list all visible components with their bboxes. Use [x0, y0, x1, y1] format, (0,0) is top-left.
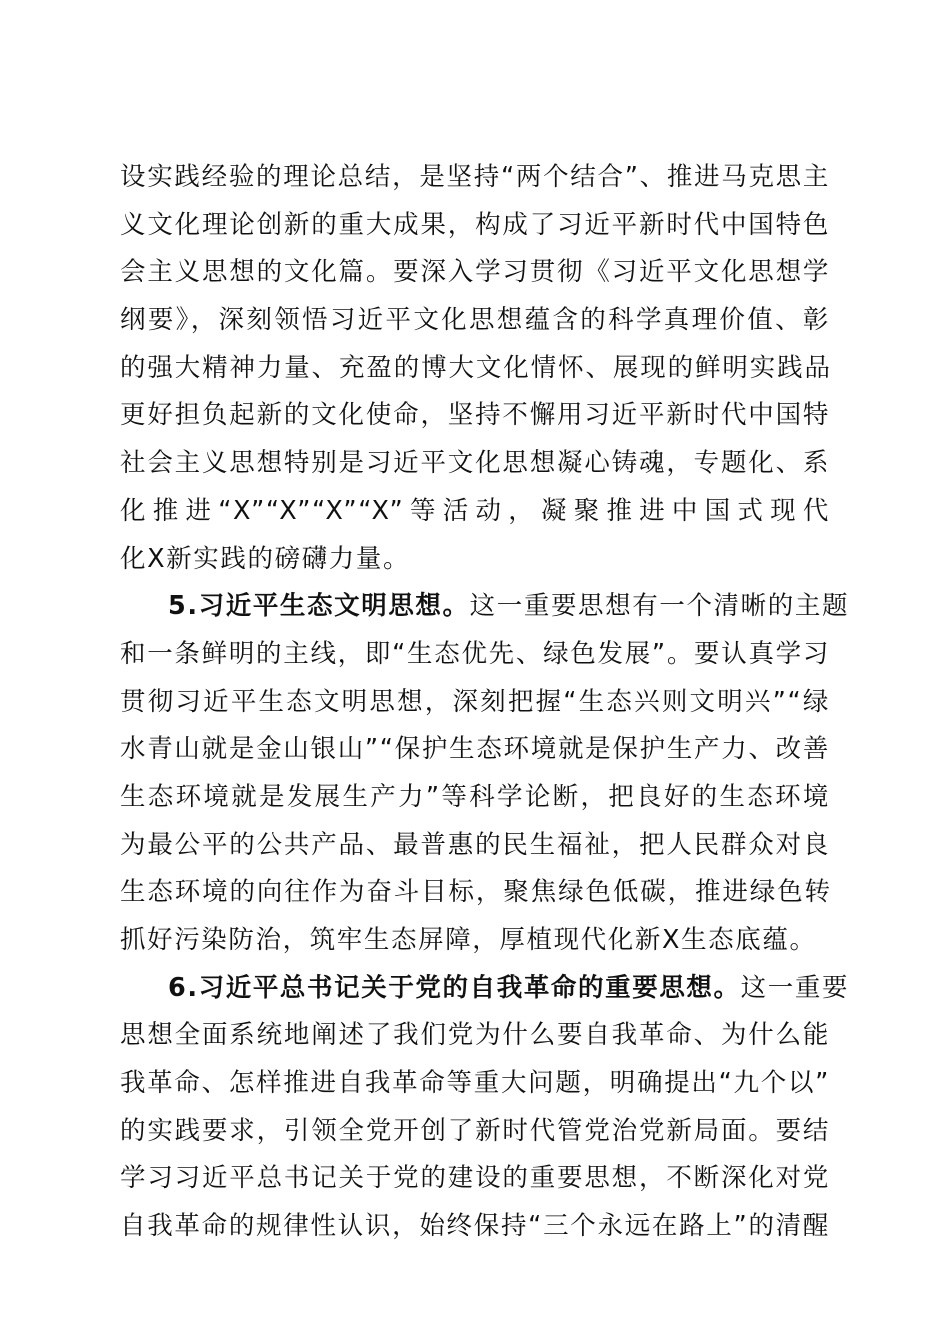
section-5-first-line-text: 这一重要思想有一个清晰的主题	[469, 591, 850, 622]
paragraph-line: 化推进“X”“X”“X”“X”等活动，凝聚推进中国式现代	[120, 495, 830, 526]
paragraph-line: 义文化理论创新的重大成果，构成了习近平新时代中国特色	[120, 209, 830, 240]
section-5-heading: 5.习近平生态文明思想。	[168, 591, 470, 622]
section-5-line: 和一条鲜明的主线，即“生态优先、绿色发展”。要认真学习	[120, 638, 830, 669]
section-6-line: 我革命、怎样推进自我革命等重大问题，明确提出“九个以”	[120, 1068, 830, 1099]
section-5-first-line	[120, 583, 850, 631]
paragraph-line: 社会主义思想特别是习近平文化思想凝心铸魂，专题化、系	[120, 448, 830, 479]
section-5-line: 为最公平的公共产品、最普惠的民生福祉，把人民群众对良	[120, 829, 830, 860]
section-5-line: 水青山就是金山银山”“保护生态环境就是保护生产力、改善	[120, 734, 830, 765]
paragraph-line: 设实践经验的理论总结，是坚持“两个结合”、推进马克思主	[120, 162, 830, 192]
section-6-line: 学习习近平总书记关于党的建设的重要思想，不断深化对党	[120, 1163, 830, 1194]
section-5-line: 生态环境就是发展生产力”等科学论断，把良好的生态环境	[120, 781, 830, 812]
section-5-line: 抓好污染防治，筑牢生态屏障，厚植现代化新X生态底蕴。	[120, 925, 817, 955]
paragraph-line: 化X新实践的磅礴力量。	[120, 543, 411, 574]
section-6-line: 的实践要求，引领全党开创了新时代管党治党新局面。要结	[120, 1115, 830, 1146]
section-5-line: 生态环境的向往作为奋斗目标，聚焦绿色低碳，推进绿色转	[120, 877, 830, 908]
section-5-line: 贯彻习近平生态文明思想，深刻把握“生态兴则文明兴”“绿	[120, 686, 830, 717]
body-text	[120, 154, 850, 1251]
section-6-first-line-text: 这一重要	[740, 972, 850, 1003]
section-6-first-line	[120, 965, 850, 1013]
paragraph-line: 的强大精神力量、充盈的博大文化情怀、展现的鲜明实践品	[120, 352, 830, 383]
section-6-line: 思想全面系统地阐述了我们党为什么要自我革命、为什么能	[120, 1020, 830, 1051]
section-6-heading: 6.习近平总书记关于党的自我革命的重要思想。	[168, 972, 741, 1003]
paragraph-line: 纲要》，深刻领悟习近平文化思想蕴含的科学真理价值、彰	[120, 305, 830, 336]
section-6-line: 自我革命的规律性认识，始终保持“三个永远在路上”的清醒	[120, 1211, 830, 1242]
paragraph-line: 更好担负起新的文化使命，坚持不懈用习近平新时代中国特	[120, 400, 830, 431]
paragraph-line: 会主义思想的文化篇。要深入学习贯彻《习近平文化思想学	[120, 257, 830, 288]
